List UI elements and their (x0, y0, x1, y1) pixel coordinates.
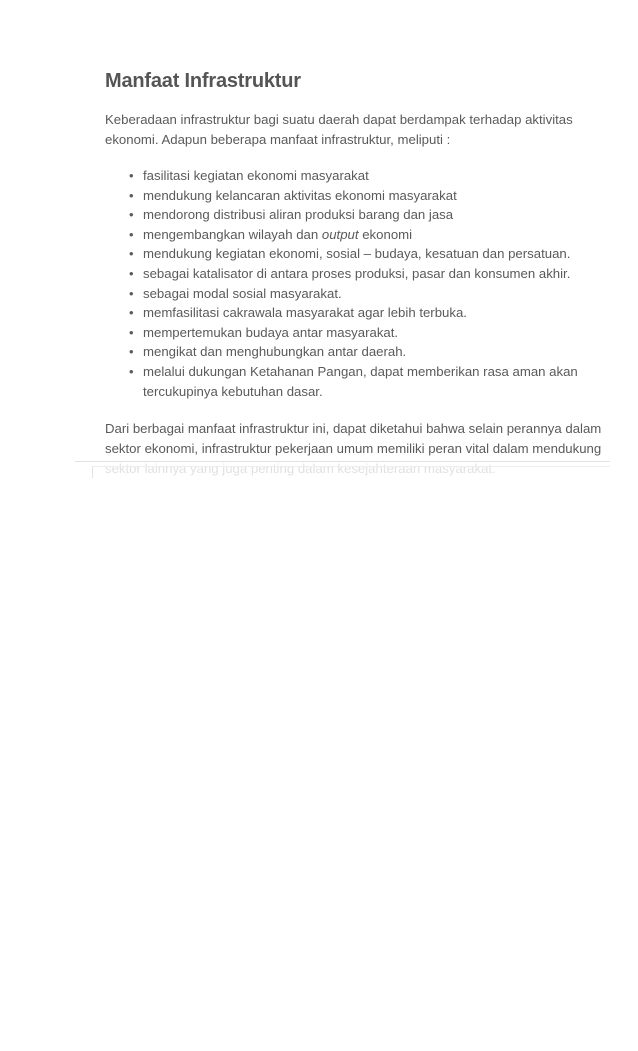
list-item: • mempertemukan budaya antar masyarakat. (127, 323, 605, 343)
bullet-icon: • (129, 285, 134, 301)
article-title: Manfaat Infrastruktur (105, 70, 301, 92)
list-item: • sebagai modal sosial masyarakat. (127, 284, 605, 304)
bullet-icon: • (129, 226, 134, 242)
list-item: • mendukung kegiatan ekonomi, sosial – budaya, kesatuan dan persatuan. (127, 244, 605, 264)
benefits-list (105, 166, 605, 401)
list-item: • mendorong distribusi aliran produksi barang dan jasa (127, 205, 605, 225)
list-item: • melalui dukungan Ketahanan Pangan, dapat memberikan rasa aman akan tercukupinya kebutuhan dasar. (129, 363, 578, 399)
section-divider (75, 461, 610, 462)
article (105, 68, 605, 477)
list-item: • fasilitasi kegiatan ekonomi masyarakat (127, 166, 605, 186)
bullet-icon: • (129, 344, 134, 360)
bullet-icon: • (129, 363, 134, 379)
article-conclusion-cutoff: sektor lainnya yang juga penting dalam kesejahteraan masyarakat. (105, 461, 496, 477)
bullet-icon: • (129, 207, 134, 223)
list-item: • mendukung kelancaran aktivitas ekonomi masyarakat (127, 186, 605, 206)
bullet-icon: • (129, 187, 134, 203)
bullet-icon: • (129, 265, 134, 281)
section-divider-inner (92, 466, 610, 467)
bullet-icon: • (129, 305, 134, 321)
bullet-icon: • (129, 324, 134, 340)
list-item: • sebagai katalisator di antara proses produksi, pasar dan konsumen akhir. (127, 264, 605, 284)
section-divider-tick (92, 466, 93, 478)
list-item: • mengembangkan wilayah dan output ekonomi (127, 225, 605, 245)
article-conclusion: Dari berbagai manfaat infrastruktur ini, dapat diketahui bahwa selain perannya dalam sektor ekonomi, infrastruktur pekerjaan umum memiliki peran vital dalam mendukung sektor lainnya yang juga penting dalam kesejahteraan masyarakat. (105, 419, 605, 467)
list-item: • mengikat dan menghubungkan antar daerah. (127, 342, 605, 362)
bullet-icon: • (129, 168, 134, 183)
list-item: • memfasilitasi cakrawala masyarakat agar lebih terbuka. (127, 303, 605, 323)
bullet-icon: • (129, 246, 134, 262)
article-intro: Keberadaan infrastruktur bagi suatu daerah dapat berdampak terhadap aktivitas ekonomi. Adapun beberapa manfaat infrastruktur, meliputi : (105, 112, 573, 147)
